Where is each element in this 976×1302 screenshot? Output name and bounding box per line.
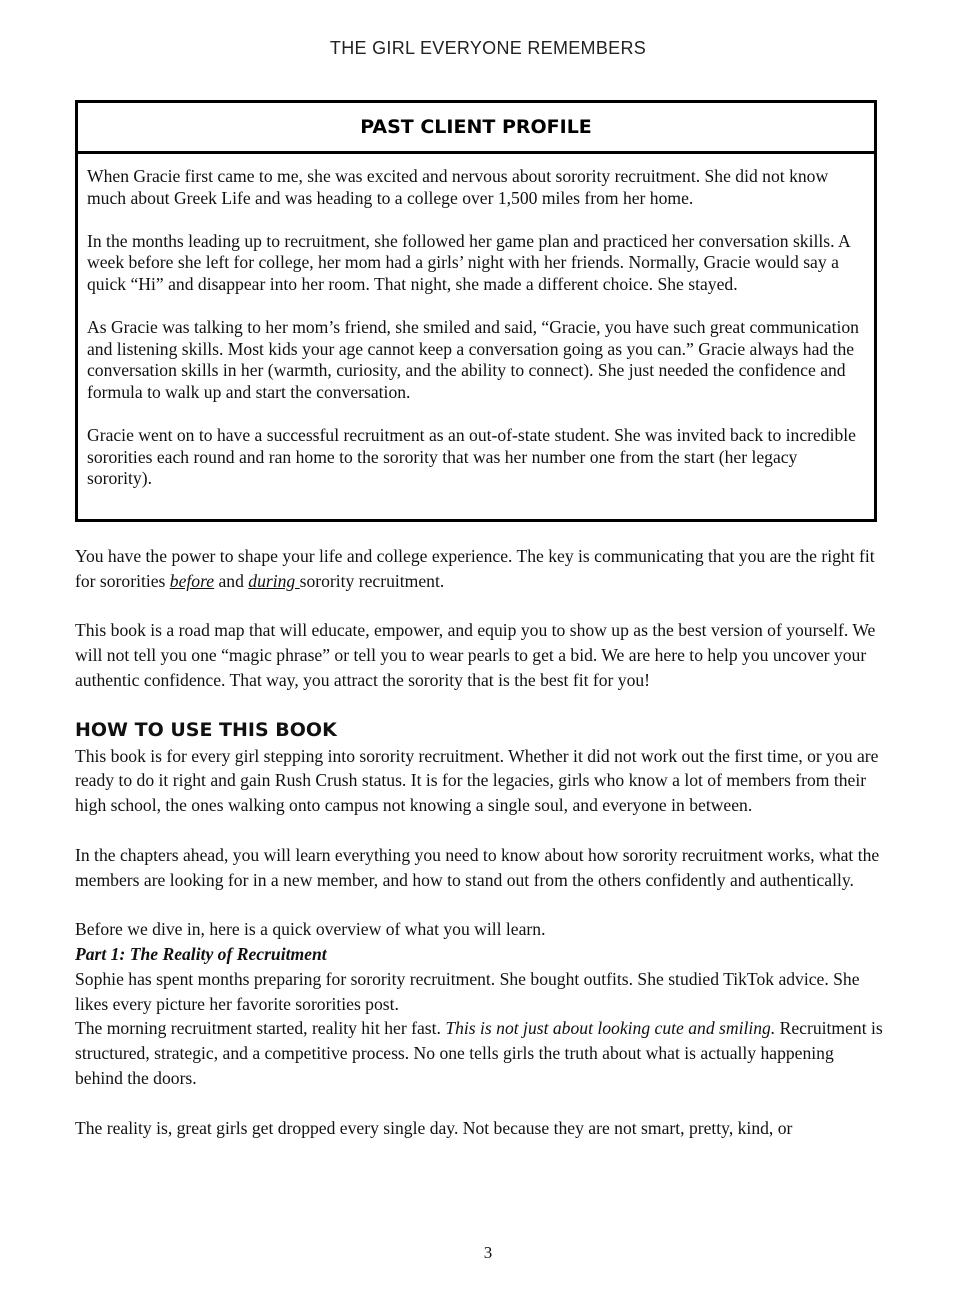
profile-paragraph: As Gracie was talking to her mom’s friend, she smiled and said, “Gracie, you have such great communication and listening skills. Most kids your age cannot keep a conversation going as you can.” Gracie always had the conversation skills in her (warmth, curiosity, and the ability to connect). She just needed the confidence and formula to walk up and start the conversation.	[87, 317, 859, 402]
part-1-text: The morning recruitment started, reality hit her fast.	[75, 1018, 446, 1039]
overview-line: Before we dive in, here is a quick overview of what you will learn.	[75, 919, 546, 940]
profile-box-title: PAST CLIENT PROFILE	[78, 103, 874, 154]
part-1-italic-text: This is not just about looking cute and smiling.	[445, 1018, 776, 1039]
section-paragraph-1: This book is for every girl stepping into sorority recruitment. Whether it did not work out the first time, or you are ready to do it right and gain Rush Crush status. It is for the legacies, girls who know a lot of members from their high school, the ones walking onto campus not knowing a single soul, and everyone in between.	[75, 745, 879, 816]
intro-paragraph-1	[75, 544, 885, 594]
intro-text: sorority recruitment.	[299, 570, 445, 591]
part-1-paragraph-2	[75, 1016, 885, 1090]
running-header: THE GIRL EVERYONE REMEMBERS	[329, 38, 647, 58]
main-content	[75, 544, 885, 1140]
part-1-paragraph-3: The reality is, great girls get dropped every single day. Not because they are not smart, pretty, kind, or	[75, 1117, 793, 1138]
intro-paragraph-2: This book is a road map that will educate, empower, and equip you to show up as the best version of yourself. We will not tell you one “magic phrase” or tell you to wear pearls to get a bid. We are here to help you uncover your authentic confidence. That way, you attract the sorority that is the best fit for you!	[75, 620, 876, 690]
page-number: 3	[483, 1243, 493, 1262]
profile-paragraph: When Gracie first came to me, she was excited and nervous about sorority recruitment. She did not know much about Greek Life and was heading to a college over 1,500 miles from her home.	[87, 166, 829, 208]
profile-paragraph: In the months leading up to recruitment, she followed her game plan and practiced her conversation skills. A week before she left for college, her mom had a girls’ night with her friends. Normally, Gracie would say a quick “Hi” and disappear into her room. That night, she made a different choice. She stayed.	[87, 230, 850, 294]
section-paragraph-2: In the chapters ahead, you will learn everything you need to know about how sorority recruitment works, what the members are looking for in a new member, and how to stand out from the others confidently and authentically.	[75, 844, 880, 890]
emphasis-before: before	[169, 570, 215, 591]
part-1-paragraph-1: Sophie has spent months preparing for sorority recruitment. She bought outfits. She studied TikTok advice. She likes every picture her favorite sororities post.	[75, 968, 860, 1014]
profile-box-body	[78, 154, 874, 490]
part-1-text: Recruitment is structured, strategic, and a competitive process. No one tells girls the truth about what is actually happening behind the doors.	[75, 1018, 883, 1088]
profile-paragraph: Gracie went on to have a successful recruitment as an out-of-state student. She was invited back to incredible sororities each round and ran home to the sorority that was her number one from the start (her legacy sorority).	[87, 425, 856, 489]
client-profile-box	[75, 100, 877, 522]
intro-text: You have the power to shape your life and college experience. The key is communicating that you are the right fit for sororities	[75, 546, 875, 591]
intro-text: and	[214, 570, 249, 591]
section-heading: HOW TO USE THIS BOOK	[75, 718, 337, 741]
emphasis-during: during	[248, 570, 300, 591]
part-1-heading: Part 1: The Reality of Recruitment	[75, 943, 327, 964]
